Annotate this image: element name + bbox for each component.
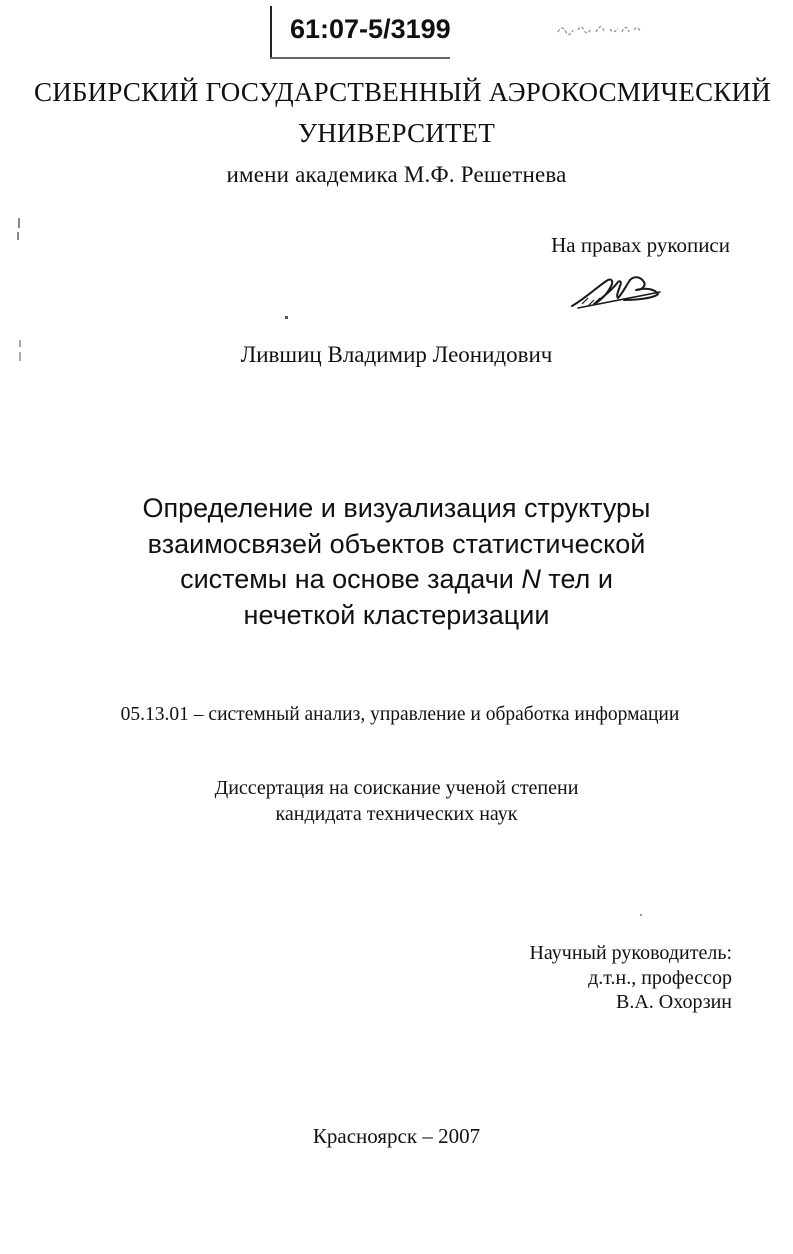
- scan-speck: [640, 914, 642, 916]
- supervisor-label: Научный руководитель:: [529, 942, 732, 964]
- author-name: Лившиц Владимир Леонидович: [240, 342, 553, 367]
- university-name-line-2: УНИВЕРСИТЕТ: [297, 118, 496, 148]
- manuscript-rights-note: На правах рукописи: [551, 233, 730, 257]
- supervisor-degree: д.т.н., профессор: [588, 966, 732, 989]
- dissertation-line-1: Диссертация на соискание ученой степени: [214, 777, 579, 799]
- title-n-letter: N: [521, 564, 541, 594]
- city-year: Красноярск – 2007: [312, 1124, 481, 1148]
- scan-speck: [19, 340, 21, 347]
- scan-speck: [19, 352, 21, 361]
- supervisor-name: В.А. Охорзин: [615, 991, 732, 1013]
- scan-speck: [285, 316, 288, 319]
- stamp-border-vertical: [270, 6, 272, 58]
- dissertation-degree: [0, 775, 793, 827]
- stamp-border-horizontal: [270, 57, 450, 59]
- dissertation-title: [0, 491, 793, 633]
- title-line-3-end: тел и: [540, 564, 613, 594]
- title-line-3-start: системы на основе задачи: [180, 564, 522, 594]
- scan-speck: [18, 218, 20, 228]
- title-line-1: Определение и визуализация структуры: [142, 493, 651, 523]
- title-line-2: взаимосвязей объектов статистической: [147, 528, 646, 559]
- specialty-code: 05.13.01 – системный анализ, управление и обработка информации: [120, 704, 680, 725]
- title-line-3: [0, 562, 793, 598]
- library-stamp-code: 61:07-5/3199: [290, 14, 451, 44]
- scan-speck: [17, 232, 19, 240]
- author-signature: [568, 268, 673, 314]
- dissertation-line-2: кандидата технических наук: [275, 803, 518, 825]
- handwritten-note: [556, 20, 646, 40]
- scientific-supervisor: [440, 941, 732, 1015]
- university-name-line-1: СИБИРСКИЙ ГОСУДАРСТВЕННЫЙ АЭРОКОСМИЧЕСКИЙ: [34, 77, 771, 107]
- university-named-after: имени академика М.Ф. Решетнева: [226, 162, 567, 187]
- title-line-4: нечеткой кластеризации: [243, 599, 550, 630]
